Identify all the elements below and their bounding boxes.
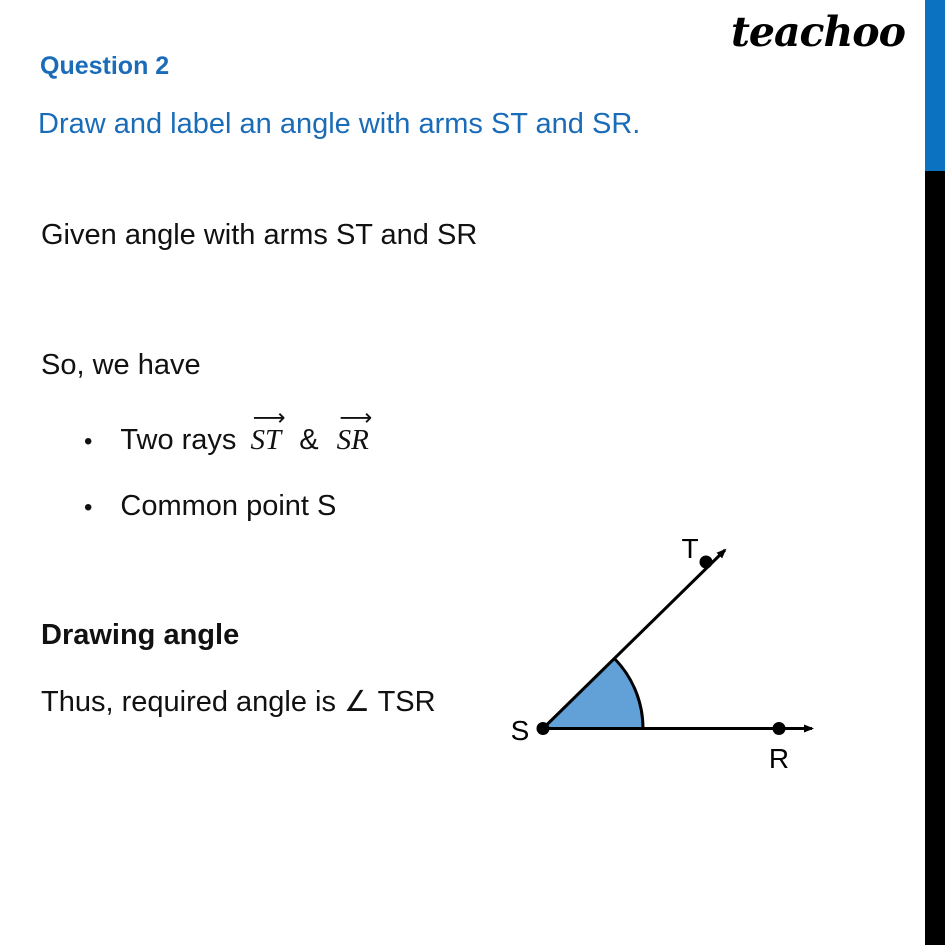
label-t: T [681, 533, 699, 564]
angle-wedge-fill [543, 659, 643, 729]
vector-arrow-icon: ⟶ [339, 405, 373, 431]
bullet-glyph: • [84, 428, 93, 455]
given-statement: Given angle with arms ST and SR [41, 219, 478, 251]
label-s: S [510, 715, 530, 746]
so-we-have-statement: So, we have [41, 349, 201, 381]
question-text: Draw and label an angle with arms ST and SR. [38, 108, 641, 140]
point-t [700, 556, 713, 569]
teachoo-logo: teachoo [730, 8, 905, 56]
drawing-angle-heading: Drawing angle [41, 619, 240, 651]
bullet-two-rays-text: Two rays ⟶ ST & ⟶ SR [120, 405, 373, 456]
vector-sr: ⟶ SR [336, 405, 373, 456]
vector-arrow-icon: ⟶ [252, 405, 286, 431]
label-r: R [768, 743, 790, 774]
conclusion-statement: Thus, required angle is ∠ TSR [41, 686, 436, 718]
vector-st: ⟶ ST [250, 405, 286, 456]
point-s [537, 722, 550, 735]
bullet-glyph: • [84, 494, 93, 521]
question-label: Question 2 [40, 52, 170, 80]
point-r [773, 722, 786, 735]
bullet-common-point-text: Common point S [120, 490, 337, 522]
